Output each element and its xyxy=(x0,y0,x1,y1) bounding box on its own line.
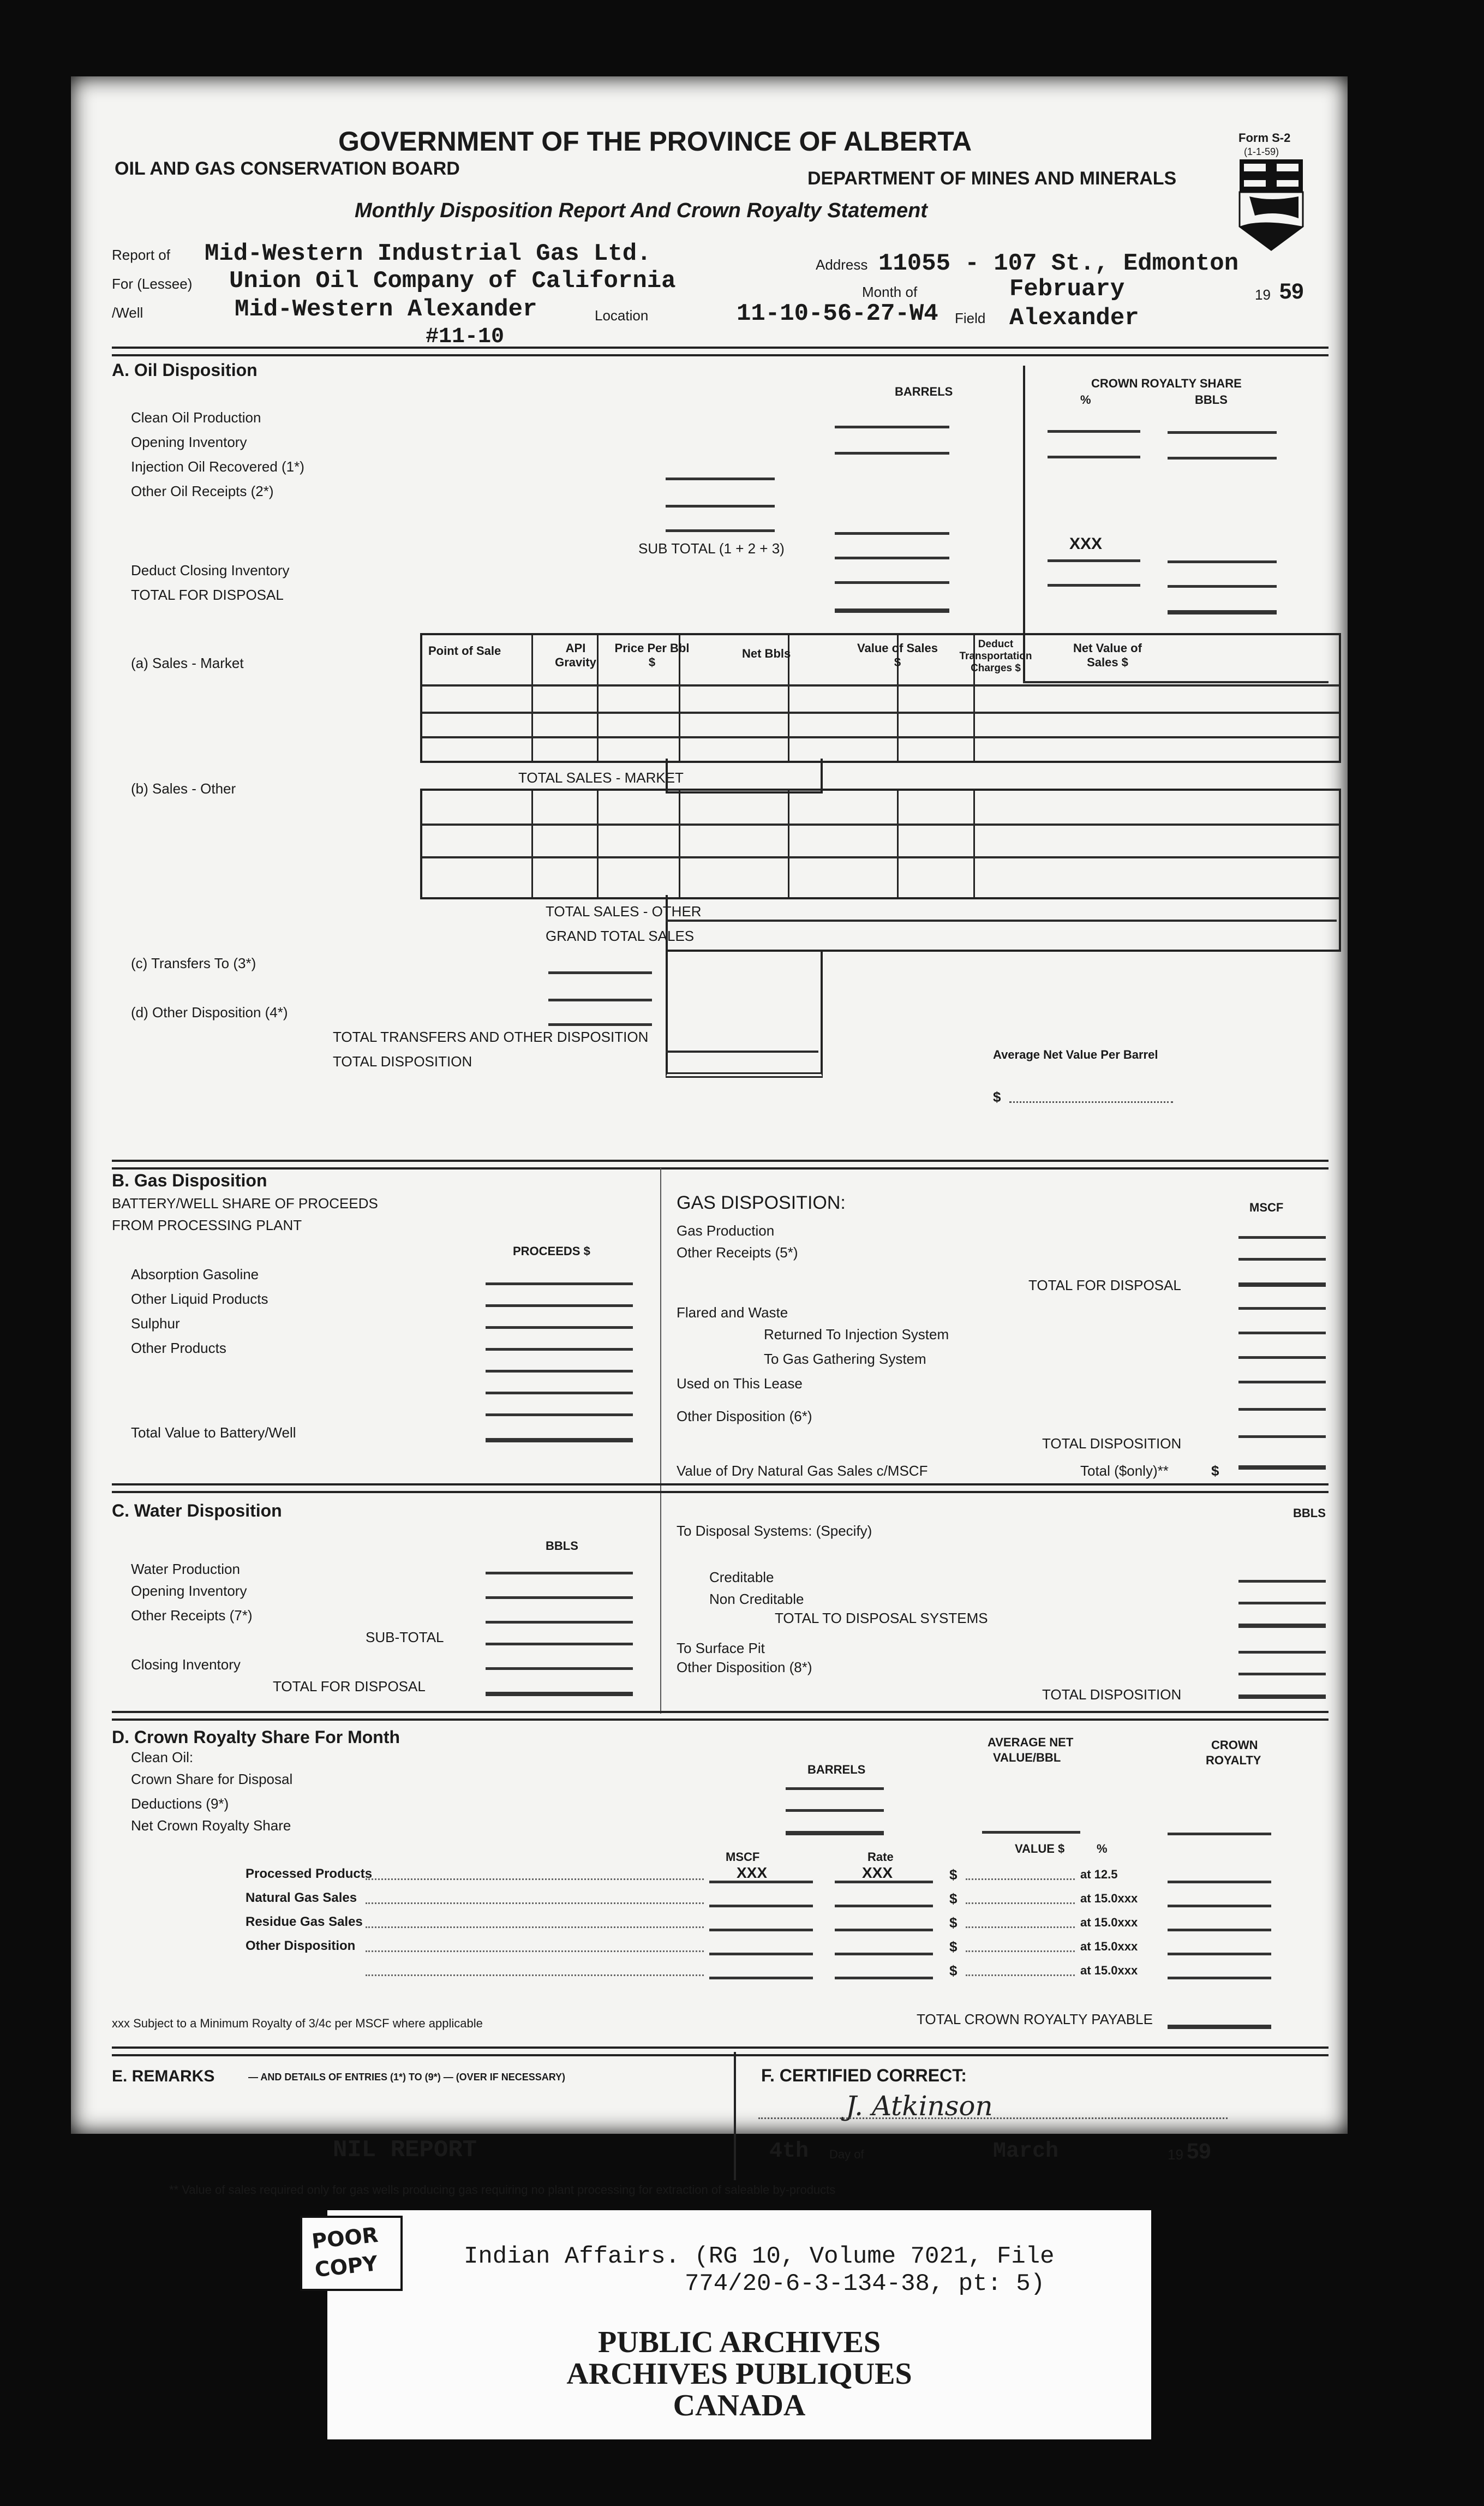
crown-product-rate-xxx: XXX xyxy=(862,1864,893,1881)
returned-label: Returned To Injection System xyxy=(764,1326,949,1342)
grand-total-sales-label: GRAND TOTAL SALES xyxy=(546,928,695,944)
remarks-subtitle: — AND DETAILS OF ENTRIES (1*) TO (9*) — (OVER IF NECESSARY) xyxy=(248,2072,566,2083)
lessee-value: Union Oil Company of California xyxy=(229,267,676,295)
cert-year: 59 xyxy=(1187,2139,1211,2163)
col-transport-charges: Deduct Transportation Charges $ xyxy=(959,639,1032,674)
total-dollars-sign: $ xyxy=(1211,1463,1219,1479)
crown-product-dollar: $ xyxy=(949,1914,958,1931)
transfers-field[interactable] xyxy=(548,971,652,974)
to-gathering-label: To Gas Gathering System xyxy=(764,1351,926,1367)
water-right-bbls-header: BBLS xyxy=(1293,1506,1326,1520)
deductions-field[interactable] xyxy=(786,1809,884,1812)
water-opening-field[interactable] xyxy=(486,1596,633,1599)
total-to-disposal-field[interactable] xyxy=(1238,1624,1326,1628)
lessee-label: For (Lessee) xyxy=(112,276,193,292)
gas-total-dollars-field[interactable] xyxy=(1238,1465,1326,1470)
archive-line-1: PUBLIC ARCHIVES xyxy=(597,2325,881,2359)
royalty-header: ROYALTY xyxy=(1206,1753,1261,1767)
col-price: Price Per Bbl $ xyxy=(614,641,690,669)
oil-barrels-header: BARRELS xyxy=(895,385,953,398)
divider xyxy=(734,2052,736,2180)
crown-product-pct: at 12.5 xyxy=(1080,1867,1118,1881)
water-closing-field[interactable] xyxy=(486,1667,633,1670)
table-column-line xyxy=(597,791,599,897)
crown-bbls-field[interactable] xyxy=(1168,431,1277,434)
oil-pct-header: % xyxy=(1080,393,1091,407)
form-sheet xyxy=(71,76,1348,2197)
creditable-field[interactable] xyxy=(1238,1580,1326,1583)
cert-year-prefix: 19 xyxy=(1168,2146,1183,2163)
crown-product-mscf-field[interactable] xyxy=(709,1977,813,1979)
divider xyxy=(112,1160,1329,1170)
crown-product-mscf-field[interactable] xyxy=(709,1953,813,1955)
crown-pct-field[interactable] xyxy=(1048,456,1140,458)
from-plant-label: FROM PROCESSING PLANT xyxy=(112,1217,302,1233)
crown-product-pct: at 15.0xxx xyxy=(1080,1964,1138,1977)
value-header: VALUE $ xyxy=(1015,1842,1065,1855)
crown-bbls-field[interactable] xyxy=(1168,585,1277,588)
poor-copy-text: POOR COPY xyxy=(310,2222,380,2282)
year-prefix: 19 xyxy=(1255,287,1271,303)
total-payable-field[interactable] xyxy=(1168,2025,1271,2029)
avg-net-value-field[interactable] xyxy=(1009,1101,1173,1103)
oil-row-label: Other Oil Receipts (2*) xyxy=(131,483,274,499)
crown-product-value-field[interactable] xyxy=(966,1950,1075,1952)
other-products-field[interactable] xyxy=(486,1348,633,1351)
water-row: Water Production xyxy=(131,1561,240,1577)
crown-product-mscf-field[interactable] xyxy=(709,1929,813,1931)
other-disposition-field[interactable] xyxy=(548,1023,652,1026)
creditable-label: Creditable xyxy=(709,1569,774,1585)
gas-left-row: Other Products xyxy=(131,1340,226,1356)
water-total-disposition-label: TOTAL DISPOSITION xyxy=(1042,1686,1182,1703)
leader-dots xyxy=(366,1950,704,1952)
total-transfers-label: TOTAL TRANSFERS AND OTHER DISPOSITION xyxy=(333,1029,649,1045)
flared-field[interactable] xyxy=(1238,1307,1326,1310)
oil-total-field[interactable] xyxy=(835,608,949,613)
divider xyxy=(666,920,1337,922)
to-disposal-label: To Disposal Systems: (Specify) xyxy=(677,1523,872,1539)
location-value: 11-10-56-27-W4 xyxy=(737,300,938,327)
water-total-disposal-label: TOTAL FOR DISPOSAL xyxy=(273,1678,426,1694)
other-oil-extra-field[interactable] xyxy=(666,529,775,532)
field-value: Alexander xyxy=(1009,305,1139,332)
total-value-field[interactable] xyxy=(486,1438,633,1442)
pct-header: % xyxy=(1097,1842,1108,1855)
other-oil-receipts-field[interactable] xyxy=(666,505,775,508)
crown-header: CROWN xyxy=(1211,1738,1258,1752)
absorption-gasoline-field[interactable] xyxy=(486,1282,633,1285)
subtotal-barrels-field[interactable] xyxy=(835,532,949,535)
divider xyxy=(112,1483,1329,1493)
crown-pct-field[interactable] xyxy=(1048,584,1140,587)
cert-day-of: Day of xyxy=(829,2147,864,2161)
archive-label xyxy=(327,2210,1151,2439)
gas-disposition-heading: GAS DISPOSITION: xyxy=(677,1192,846,1213)
archive-line-3: CANADA xyxy=(673,2389,806,2423)
water-section-title: C. Water Disposition xyxy=(112,1501,282,1520)
deduct-closing-field[interactable] xyxy=(835,557,949,559)
oil-xxx-mark: XXX xyxy=(1069,535,1103,553)
grand-total-block xyxy=(666,895,1341,952)
divider xyxy=(112,347,1329,356)
total-payable-label: TOTAL CROWN ROYALTY PAYABLE xyxy=(917,2011,1153,2027)
gas-total-for-disposal-label: TOTAL FOR DISPOSAL xyxy=(1028,1277,1181,1293)
water-other-receipts-field[interactable] xyxy=(486,1621,633,1624)
crown-product-value-field[interactable] xyxy=(966,1902,1075,1904)
crown-product-royalty-field[interactable] xyxy=(1168,1977,1271,1979)
crown-product-label: Natural Gas Sales xyxy=(246,1890,357,1905)
col-point-of-sale: Point of Sale xyxy=(428,644,501,658)
crown-bbls-field[interactable] xyxy=(1168,560,1277,563)
used-lease-field[interactable] xyxy=(1238,1381,1326,1383)
water-closing-label: Closing Inventory xyxy=(131,1656,241,1673)
well-label: /Well xyxy=(112,305,143,321)
water-row: Opening Inventory xyxy=(131,1583,247,1599)
flared-label: Flared and Waste xyxy=(677,1304,788,1321)
crown-section-title: D. Crown Royalty Share For Month xyxy=(112,1727,400,1747)
crown-product-dollar: $ xyxy=(949,1938,958,1955)
deductions-label: Deductions (9*) xyxy=(131,1795,229,1812)
report-of-label: Report of xyxy=(112,247,170,263)
month-value: February xyxy=(1009,276,1125,303)
department-name: DEPARTMENT OF MINES AND MINERALS xyxy=(807,168,1177,189)
crown-product-value-field[interactable] xyxy=(966,1974,1075,1976)
oil-total-disposal-field[interactable] xyxy=(835,581,949,584)
water-other-disp-label: Other Disposition (8*) xyxy=(677,1659,812,1675)
divider xyxy=(112,1711,1329,1721)
year-value: 59 xyxy=(1279,279,1304,303)
crown-product-label: Other Disposition xyxy=(246,1938,356,1953)
month-label: Month of xyxy=(862,284,918,300)
clean-oil-label: Clean Oil: xyxy=(131,1749,194,1765)
table-column-line xyxy=(531,791,533,897)
address-label: Address xyxy=(816,256,868,273)
signature: J. Atkinson xyxy=(846,2090,993,2122)
water-total-field[interactable] xyxy=(486,1692,633,1696)
crown-product-royalty-field[interactable] xyxy=(1168,1905,1271,1907)
location-label: Location xyxy=(595,307,649,324)
water-other-disp-field[interactable] xyxy=(1238,1673,1326,1675)
col-net-bbls: Net Bbls xyxy=(742,647,791,660)
total-sales-market-field[interactable] xyxy=(666,759,823,793)
crown-share-label: Crown Share for Disposal xyxy=(131,1771,293,1787)
battery-share-label: BATTERY/WELL SHARE OF PROCEEDS xyxy=(112,1195,378,1212)
water-bbls-header: BBLS xyxy=(546,1539,578,1553)
field-label: Field xyxy=(955,310,986,326)
returned-field[interactable] xyxy=(1238,1332,1326,1334)
board-name: OIL AND GAS CONSERVATION BOARD xyxy=(115,158,460,179)
crown-product-royalty-field[interactable] xyxy=(1168,1881,1271,1883)
other-liquid-field[interactable] xyxy=(486,1304,633,1307)
gas-other-disp-field[interactable] xyxy=(1238,1408,1326,1411)
total-disposition-field[interactable] xyxy=(666,950,823,1078)
extra-product-field[interactable] xyxy=(486,1392,633,1394)
extra-product-field[interactable] xyxy=(486,1413,633,1416)
cert-month: March xyxy=(993,2139,1059,2164)
crown-product-label: Processed Products xyxy=(246,1866,373,1881)
crown-share-field[interactable] xyxy=(786,1787,884,1790)
water-row: Other Receipts (7*) xyxy=(131,1607,253,1624)
water-total-disposition-field[interactable] xyxy=(1238,1694,1326,1699)
minimum-royalty-note: xxx Subject to a Minimum Royalty of 3/4c per MSCF where applicable xyxy=(112,2016,483,2030)
non-creditable-label: Non Creditable xyxy=(709,1591,804,1607)
water-production-field[interactable] xyxy=(486,1572,633,1574)
crown-product-dollar: $ xyxy=(949,1890,958,1907)
leader-dots xyxy=(366,1974,704,1976)
extra-product-field[interactable] xyxy=(486,1370,633,1373)
gas-mscf-header: MSCF xyxy=(1249,1201,1284,1214)
poor-copy-stamp xyxy=(300,2216,403,2291)
water-subtotal-field[interactable] xyxy=(486,1643,633,1645)
table-row-line xyxy=(422,712,1339,714)
crown-royalty-field[interactable] xyxy=(1168,1833,1271,1835)
opening-inventory-barrels-field[interactable] xyxy=(835,452,949,455)
divider xyxy=(112,2046,1329,2056)
oil-row-label: Opening Inventory xyxy=(131,434,247,450)
net-share-field[interactable] xyxy=(786,1831,884,1835)
remarks-title: E. REMARKS xyxy=(112,2067,215,2085)
transfers-extra-field[interactable] xyxy=(548,999,652,1001)
crown-product-rate-field[interactable] xyxy=(835,1977,933,1979)
col-api-gravity: API Gravity xyxy=(555,641,596,669)
crown-barrels-header: BARRELS xyxy=(807,1763,866,1776)
crown-product-dollar: $ xyxy=(949,1962,958,1979)
oil-total-disposal-label: TOTAL FOR DISPOSAL xyxy=(131,587,284,603)
crown-product-pct: at 15.0xxx xyxy=(1080,1892,1138,1905)
table-row-line xyxy=(422,684,1339,687)
oil-crown-share-header: CROWN ROYALTY SHARE xyxy=(1091,377,1242,390)
injection-oil-field[interactable] xyxy=(666,478,775,480)
net-share-label: Net Crown Royalty Share xyxy=(131,1817,291,1834)
avg-net-value-dollar: $ xyxy=(993,1089,1001,1105)
well-value: Mid-Western Alexander xyxy=(235,296,537,323)
crown-product-royalty-field[interactable] xyxy=(1168,1929,1271,1931)
leader-dots xyxy=(366,1926,704,1928)
crown-product-royalty-field[interactable] xyxy=(1168,1953,1271,1955)
sales-other-label: (b) Sales - Other xyxy=(131,780,236,797)
gathering-field[interactable] xyxy=(1238,1356,1326,1359)
address-value: 11055 - 107 St., Edmonton xyxy=(878,250,1239,277)
archive-reference-2: 774/20-6-3-134-38, pt: 5) xyxy=(685,2270,1045,2298)
divider xyxy=(660,1168,661,1714)
crown-product-pct: at 15.0xxx xyxy=(1080,1940,1138,1953)
gas-production-label: Gas Production xyxy=(677,1222,775,1239)
well-number: #11-10 xyxy=(426,325,505,349)
crown-product-rate-field[interactable] xyxy=(835,1953,933,1955)
value-footnote: ** Value of sales required only for gas wells producing gas requiring no plant processing for extraction of saleable by-products xyxy=(169,2183,836,2197)
crown-product-value-field[interactable] xyxy=(966,1926,1075,1928)
transfers-label: (c) Transfers To (3*) xyxy=(131,955,256,971)
gas-section-title: B. Gas Disposition xyxy=(112,1171,267,1190)
divider xyxy=(666,1051,818,1053)
value-bbl-header: VALUE/BBL xyxy=(993,1751,1061,1764)
gas-production-field[interactable] xyxy=(1238,1236,1326,1239)
oil-row-label: Injection Oil Recovered (1*) xyxy=(131,458,304,475)
table-row-line xyxy=(422,824,1339,826)
sulphur-field[interactable] xyxy=(486,1326,633,1329)
government-title: GOVERNMENT OF THE PROVINCE OF ALBERTA xyxy=(338,126,972,157)
archive-line-2: ARCHIVES PUBLIQUES xyxy=(566,2357,912,2391)
gas-other-receipts-field[interactable] xyxy=(1238,1258,1326,1261)
gas-total-disposition-field[interactable] xyxy=(1238,1435,1326,1438)
gas-left-row: Absorption Gasoline xyxy=(131,1266,259,1282)
crown-product-label: Residue Gas Sales xyxy=(246,1914,363,1929)
form-number: Form S-2 xyxy=(1238,131,1291,145)
avg-net-value-label: Average Net Value Per Barrel xyxy=(993,1048,1158,1061)
table-row-line xyxy=(422,856,1339,858)
crown-bbls-total-field[interactable] xyxy=(1168,610,1277,614)
surface-pit-label: To Surface Pit xyxy=(677,1640,765,1656)
leader-dots xyxy=(366,1902,704,1904)
oil-bbls-header: BBLS xyxy=(1195,393,1228,407)
crown-bbls-field[interactable] xyxy=(1168,457,1277,460)
gas-total-disposal-field[interactable] xyxy=(1238,1282,1326,1287)
archive-reference-1: Indian Affairs. (RG 10, Volume 7021, File xyxy=(464,2243,1055,2270)
water-subtotal-label: SUB-TOTAL xyxy=(366,1629,444,1645)
crown-pct-field[interactable] xyxy=(1048,559,1140,562)
table-column-line xyxy=(973,791,975,897)
value-dry-gas-label: Value of Dry Natural Gas Sales c/MSCF xyxy=(677,1463,928,1479)
form-date: (1-1-59) xyxy=(1244,146,1279,157)
sales-other-table xyxy=(420,789,1341,899)
crown-product-dollar: $ xyxy=(949,1866,958,1883)
gas-total-disposition-label: TOTAL DISPOSITION xyxy=(1042,1435,1182,1452)
clean-oil-barrels-field[interactable] xyxy=(835,426,949,428)
proceeds-header: PROCEEDS $ xyxy=(513,1244,590,1258)
cert-day: 4th xyxy=(769,2139,809,2164)
total-sales-market-label: TOTAL SALES - MARKET xyxy=(518,769,684,786)
gas-other-receipts-label: Other Receipts (5*) xyxy=(677,1244,798,1261)
total-to-disposal-label: TOTAL TO DISPOSAL SYSTEMS xyxy=(775,1610,988,1626)
oil-row-label: Clean Oil Production xyxy=(131,409,261,426)
used-lease-label: Used on This Lease xyxy=(677,1375,803,1392)
total-sales-other-label: TOTAL SALES - OTHER xyxy=(546,903,702,920)
signature-line[interactable] xyxy=(758,2117,1228,2119)
col-value-of-sales: Value of Sales $ xyxy=(857,641,938,669)
crown-product-rate-field[interactable] xyxy=(835,1929,933,1931)
mscf-header: MSCF xyxy=(726,1850,760,1864)
crown-pct-field[interactable] xyxy=(1048,430,1140,433)
leader-dots xyxy=(366,1878,704,1880)
table-column-line xyxy=(679,791,680,897)
crown-product-mscf-field[interactable] xyxy=(709,1905,813,1907)
other-disposition-label: (d) Other Disposition (4*) xyxy=(131,1004,288,1021)
oil-section-title: A. Oil Disposition xyxy=(112,360,258,380)
alberta-crest-icon xyxy=(1238,158,1304,251)
oil-subtotal-label: SUB TOTAL (1 + 2 + 3) xyxy=(638,540,785,557)
non-creditable-field[interactable] xyxy=(1238,1602,1326,1604)
total-dollars-label: Total ($only)** xyxy=(1080,1463,1169,1479)
gas-left-row: Other Liquid Products xyxy=(131,1291,268,1307)
table-column-line xyxy=(788,791,789,897)
sales-market-label: (a) Sales - Market xyxy=(131,655,244,671)
total-disposition-label: TOTAL DISPOSITION xyxy=(333,1053,472,1070)
remarks-text[interactable]: NIL REPORT xyxy=(333,2137,477,2164)
avg-net-field[interactable] xyxy=(982,1831,1080,1834)
total-value-label: Total Value to Battery/Well xyxy=(131,1424,296,1441)
deduct-closing-label: Deduct Closing Inventory xyxy=(131,562,290,578)
crown-product-mscf-xxx: XXX xyxy=(737,1864,768,1881)
report-of-value: Mid-Western Industrial Gas Ltd. xyxy=(205,240,651,267)
table-column-line xyxy=(897,791,899,897)
crown-product-value-field[interactable] xyxy=(966,1878,1075,1880)
crown-product-rate-field[interactable] xyxy=(835,1905,933,1907)
rate-header: Rate xyxy=(867,1850,894,1864)
certified-title: F. CERTIFIED CORRECT: xyxy=(761,2066,967,2085)
gas-other-disp-label: Other Disposition (6*) xyxy=(677,1408,812,1424)
gas-left-row: Sulphur xyxy=(131,1315,180,1332)
form-title: Monthly Disposition Report And Crown Royalty Statement xyxy=(355,199,927,222)
avg-net-header: AVERAGE NET xyxy=(988,1735,1074,1749)
surface-pit-field[interactable] xyxy=(1238,1651,1326,1654)
table-row-line xyxy=(422,736,1339,738)
crown-product-pct: at 15.0xxx xyxy=(1080,1916,1138,1929)
col-net-value: Net Value of Sales $ xyxy=(1073,641,1142,669)
